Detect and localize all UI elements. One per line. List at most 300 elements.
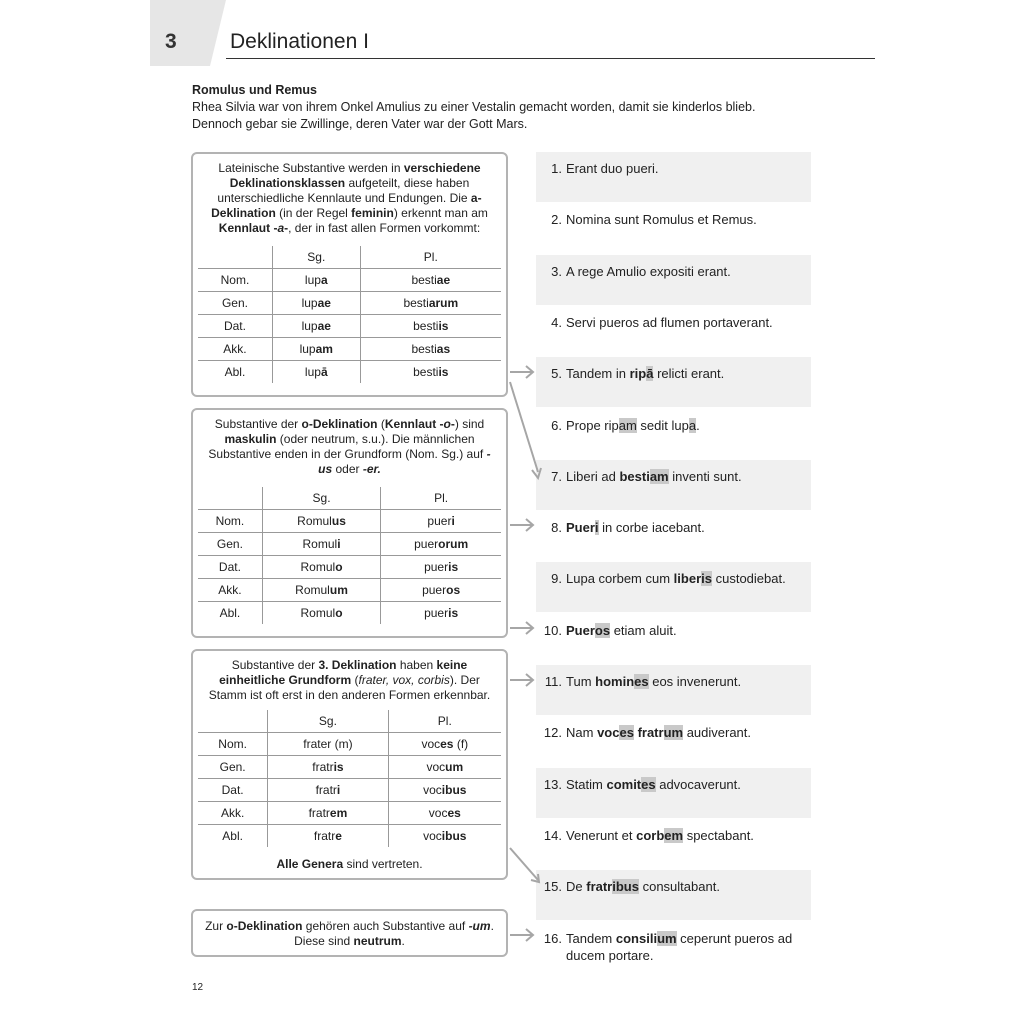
sentence-segment: Nam (566, 725, 598, 741)
cell-segment: puer (424, 560, 449, 574)
column-header: Sg. (272, 246, 360, 269)
sentence-segment: um (657, 930, 677, 946)
sentence-number: 6. (551, 417, 562, 433)
cell-segment: voc (428, 806, 448, 820)
arrow-a-to-5 (510, 366, 533, 378)
table-cell (360, 292, 501, 315)
table-cell (360, 269, 501, 292)
table-cell (360, 361, 501, 384)
table-row (198, 292, 501, 315)
cell-segment: lup (304, 365, 321, 379)
cell-segment: ibus (441, 783, 467, 797)
sentence-item (536, 614, 811, 664)
sentence-number: 3. (551, 263, 562, 279)
text-segment: verschiedene Deklinationsklassen (229, 161, 481, 190)
cell-segment: a (320, 273, 328, 287)
text-segment: , der in fast allen Formen vorkommt: (288, 221, 481, 235)
sentence-item (536, 562, 811, 612)
sentence-number: 14. (543, 827, 562, 843)
cell-segment: besti (413, 319, 439, 333)
sentence-segment: es (634, 674, 649, 689)
cell-segment: Abl. (224, 365, 246, 379)
story-text (192, 99, 832, 133)
cell-segment: o (335, 560, 343, 574)
table-cell (388, 779, 501, 802)
text-segment: o-Deklination (226, 919, 303, 933)
sentence-item (536, 357, 811, 407)
cell-segment: Nom. (220, 273, 250, 287)
text-segment: ) sind (454, 417, 485, 431)
text-segment: keine einheitliche Grundform (219, 658, 468, 687)
a-declension-table (198, 246, 501, 383)
text-segment: 3. Deklination (318, 658, 397, 672)
sentence-segment: os (594, 622, 611, 638)
text-segment: Kennlaut - (218, 221, 278, 235)
table-cell (388, 756, 501, 779)
text-segment: Substantive der (231, 658, 319, 672)
sentence-text (566, 211, 811, 228)
sentence-number: 16. (543, 930, 562, 946)
table-row (198, 338, 501, 361)
cell-segment: Gen. (219, 760, 246, 774)
cell-segment: is (333, 760, 344, 774)
sentence-item (536, 152, 811, 202)
cell-segment: voc (423, 783, 442, 797)
cell-segment: arum (428, 296, 459, 310)
table-cell (198, 269, 272, 292)
table-cell (268, 802, 388, 825)
sentence-number: 4. (551, 314, 562, 330)
text-segment: gehören auch Substantive auf (302, 919, 469, 933)
cell-segment: puer (414, 537, 439, 551)
text-segment: . Diese sind (294, 919, 494, 948)
table-cell (198, 602, 262, 625)
table-cell (268, 779, 388, 802)
text-segment: frater, vox, corbis (358, 673, 450, 687)
chapter-number: 3 (165, 30, 177, 53)
sentence-segment: es (641, 776, 656, 792)
cell-segment: voc (421, 737, 441, 751)
column-header: Sg. (268, 710, 388, 733)
sentence-item (536, 665, 811, 715)
cell-segment: lup (301, 319, 318, 333)
cell-segment: Gen. (216, 537, 243, 551)
sentence-segment: rip (629, 366, 647, 382)
sentence-segment: De (566, 879, 587, 895)
table-cell (268, 825, 388, 848)
text-segment: maskulin (224, 432, 277, 446)
cell-segment: besti (411, 273, 437, 287)
sentence-segment: audiverant. (683, 725, 752, 741)
sentence-segment: Tandem in (566, 366, 630, 382)
table-cell (198, 825, 268, 848)
table-cell (262, 579, 380, 602)
table-cell (381, 579, 501, 602)
table-cell (262, 510, 380, 533)
cell-segment: puer (427, 514, 452, 528)
table-cell (268, 756, 388, 779)
sentence-segment: Puer (566, 520, 595, 536)
chapter-tab (150, 0, 210, 66)
table-row (198, 802, 501, 825)
sentence-text (566, 673, 811, 690)
sentence-segment: etiam aluit. (610, 622, 677, 638)
third-declension-box (191, 649, 508, 880)
column-header: Pl. (360, 246, 501, 269)
table-cell (272, 361, 360, 384)
text-segment: ( (351, 673, 359, 687)
sentence-text (566, 468, 811, 485)
text-segment: (oder neutrum, s.u.). Die männlichen Substantive enden in der Grundform (Nom. Sg.) auf (208, 432, 487, 461)
sentence-segment: ceperunt pueros ad ducem portare. (566, 930, 793, 963)
sentence-segment: comit (606, 776, 642, 792)
sentence-segment: inventi sunt. (668, 468, 742, 484)
o-declension-table (198, 487, 501, 624)
sentence-number: 13. (543, 776, 562, 792)
sentence-item (536, 409, 811, 459)
sentence-number: 11. (544, 674, 562, 689)
sentence-item (536, 819, 811, 869)
header-divider (226, 58, 875, 59)
cell-segment: Romul (300, 560, 336, 574)
sentence-segment: Nomina sunt Romulus et Remus. (566, 212, 757, 228)
table-row (198, 825, 501, 848)
table-row (198, 315, 501, 338)
story-line-1: Rhea Silvia war von ihrem Onkel Amulius zu einer Vestalin gemacht worden, damit sie kinderlos blieb. (192, 100, 756, 114)
sentence-segment: custodiebat. (711, 571, 786, 587)
cell-segment: es (447, 806, 461, 820)
cell-segment: em (329, 806, 348, 820)
cell-segment: frater (m) (303, 737, 353, 751)
text-segment: -um (468, 919, 491, 933)
text-segment: aufgeteilt, diese haben unterschiedliche Kennlaute und Endungen. Die (217, 176, 471, 205)
table-header-row (198, 710, 501, 733)
table-row (198, 510, 501, 533)
cell-segment: fratr (315, 783, 337, 797)
cell-segment: Nom. (218, 737, 247, 751)
table-cell (198, 733, 268, 756)
sentence-segment: consili (615, 930, 658, 946)
table-row (198, 602, 501, 625)
column-header (198, 487, 262, 510)
sentence-text (566, 314, 811, 331)
table-cell (381, 510, 501, 533)
text-segment: - (450, 417, 455, 431)
table-cell (198, 579, 262, 602)
sentence-item (536, 768, 811, 818)
sentence-segment: Tum (566, 674, 596, 689)
sentence-segment: sedit lup (636, 417, 689, 433)
cell-segment: ae (436, 273, 451, 287)
sentence-segment: fratr (586, 879, 613, 895)
text-segment: Kennlaut - (384, 417, 444, 431)
cell-segment: besti (413, 365, 439, 379)
sentence-text (566, 827, 811, 844)
table-cell (272, 338, 360, 361)
cell-segment: orum (438, 537, 469, 551)
cell-segment: Akk. (220, 806, 245, 820)
column-header: Pl. (381, 487, 501, 510)
sentence-text (566, 263, 811, 280)
cell-segment: puer (422, 583, 447, 597)
sentence-segment: . (696, 417, 700, 433)
sentence-segment: ā (646, 366, 654, 382)
cell-segment: i (451, 514, 455, 528)
cell-segment: Romul (302, 537, 338, 551)
cell-segment: (f) (453, 737, 469, 751)
sentence-item (536, 203, 811, 253)
text-segment: ) erkennt man am (393, 206, 488, 220)
sentence-segment: Liberi ad (566, 468, 620, 484)
text-segment: Substantive der (214, 417, 302, 431)
a-declension-box (191, 152, 508, 397)
sentence-segment: eos invenerunt. (648, 674, 742, 689)
sentence-segment: ibus (612, 879, 639, 895)
table-cell (381, 556, 501, 579)
table-cell (360, 315, 501, 338)
sentence-segment: em (664, 827, 684, 843)
sentence-segment: a (688, 417, 697, 433)
cell-segment: voc (426, 760, 446, 774)
table-cell (198, 292, 272, 315)
text-segment: neutrum (353, 934, 402, 948)
table-cell (198, 556, 262, 579)
cell-segment: lup (304, 273, 321, 287)
sentence-text (566, 878, 811, 895)
cell-segment: am (315, 342, 333, 356)
sentence-item (536, 716, 811, 766)
sentence-segment: A rege Amulio expositi erant. (566, 263, 731, 279)
sentence-segment: corb (636, 827, 665, 843)
table-cell (198, 510, 262, 533)
table-row (198, 733, 501, 756)
cell-segment: i (337, 537, 341, 551)
cell-segment: Dat. (218, 560, 241, 574)
sentence-segment: voc (597, 725, 620, 741)
sentence-number: 1. (551, 161, 562, 176)
cell-segment: besti (403, 296, 429, 310)
text-segment: Alle Genera (276, 857, 344, 871)
cell-segment: e (335, 829, 342, 843)
sentence-text (566, 417, 811, 434)
cell-segment: ā (320, 365, 328, 379)
cell-segment: fratr (313, 829, 336, 843)
table-cell (360, 338, 501, 361)
sentence-segment: Servi pueros ad flumen portaverant. (566, 314, 773, 330)
table-cell (198, 315, 272, 338)
cell-segment: fratr (308, 806, 330, 820)
column-header (198, 710, 268, 733)
cell-segment: Romul (300, 606, 336, 620)
cell-segment: ae (317, 296, 331, 310)
sentence-text (566, 930, 811, 964)
sentence-text (566, 724, 811, 741)
sentence-item (536, 255, 811, 305)
sentence-segment: fratr (637, 725, 664, 741)
table-row (198, 269, 501, 292)
text-segment: Zur (205, 919, 227, 933)
o-declension-box (191, 408, 508, 638)
arrow-o-to-10 (510, 622, 533, 634)
table-cell (388, 802, 501, 825)
table-header-row (198, 487, 501, 510)
cell-segment: is (448, 606, 459, 620)
cell-segment: is (438, 365, 449, 379)
sentence-item (536, 870, 811, 920)
cell-segment: Romul (295, 583, 330, 597)
sentence-number: 7. (551, 468, 562, 484)
table-cell (198, 533, 262, 556)
o-declension-intro (193, 410, 506, 487)
sentence-segment: i (594, 520, 599, 536)
sentence-segment: Tandem (566, 930, 616, 946)
table-row (198, 756, 501, 779)
sentence-segment: liber (673, 571, 702, 587)
sentence-item (536, 460, 811, 510)
table-cell (198, 361, 272, 384)
cell-segment: puer (424, 606, 449, 620)
arrow-3-to-15 (510, 848, 539, 882)
text-segment: . (401, 934, 405, 948)
table-header-row (198, 246, 501, 269)
sentence-number: 15. (543, 879, 562, 895)
text-segment: oder (332, 462, 363, 476)
sentence-text (566, 776, 811, 793)
neutrum-box (191, 909, 508, 957)
sentence-segment: es (619, 725, 634, 741)
table-cell (268, 733, 388, 756)
third-declension-footer (193, 857, 506, 871)
sentence-segment: is (701, 571, 712, 587)
story-heading: Romulus und Remus (192, 83, 318, 97)
cell-segment: lup (299, 342, 316, 356)
sentence-number: 2. (551, 212, 562, 228)
cell-segment: Nom. (215, 514, 245, 528)
sentence-number: 5. (551, 366, 562, 382)
table-row (198, 361, 501, 384)
text-segment: -us (318, 447, 491, 476)
story-line-2: Dennoch gebar sie Zwillinge, deren Vater war der Gott Mars. (192, 117, 528, 131)
table-cell (272, 292, 360, 315)
page-number: 12 (192, 982, 204, 993)
cell-segment: Abl. (222, 829, 243, 843)
sentence-segment: am (618, 417, 637, 433)
sentence-segment: Prope rip (566, 417, 619, 433)
sentence-item (536, 306, 811, 356)
sentence-segment: um (663, 725, 684, 741)
table-cell (381, 602, 501, 625)
table-cell (198, 779, 268, 802)
column-header: Pl. (388, 710, 501, 733)
text-segment: ( (377, 417, 385, 431)
cell-segment: is (448, 560, 459, 574)
sentence-segment: Lupa corbem cum (566, 571, 674, 587)
sentence-segment: Statim (566, 776, 607, 792)
table-cell (262, 533, 380, 556)
cell-segment: is (438, 319, 449, 333)
cell-segment: voc (423, 829, 442, 843)
cell-segment: o (335, 606, 343, 620)
column-header: Sg. (262, 487, 380, 510)
cell-segment: um (329, 583, 348, 597)
cell-segment: besti (411, 342, 437, 356)
cell-segment: Gen. (221, 296, 248, 310)
cell-segment: lup (301, 296, 318, 310)
table-row (198, 579, 501, 602)
sentence-segment: consultabant. (638, 879, 720, 895)
text-segment: - (284, 221, 289, 235)
sentence-segment: advocaverunt. (655, 776, 741, 792)
third-declension-table (198, 710, 501, 847)
table-cell (388, 733, 501, 756)
sentence-segment: Puer (566, 622, 595, 638)
text-segment: o (443, 417, 451, 431)
cell-segment: Abl. (219, 606, 241, 620)
a-declension-intro (193, 154, 506, 246)
sentence-segment: relicti erant. (653, 366, 725, 382)
text-segment: a-Deklination (211, 191, 482, 220)
table-row (198, 779, 501, 802)
cell-segment: i (336, 783, 341, 797)
table-cell (198, 802, 268, 825)
arrow-neutrum-to-16 (510, 929, 533, 941)
sentence-segment: am (649, 468, 669, 484)
sentence-number: 10. (543, 622, 562, 638)
sentence-segment: besti (619, 468, 650, 484)
cell-segment: Akk. (218, 583, 242, 597)
sentence-segment: Venerunt et (566, 827, 637, 843)
sentence-number: 12. (543, 725, 562, 741)
sentence-number: 9. (551, 571, 562, 587)
sentence-text (566, 622, 811, 639)
sentence-text (566, 365, 811, 382)
table-cell (262, 602, 380, 625)
table-row (198, 556, 501, 579)
text-segment: o-Deklination (301, 417, 378, 431)
cell-segment: us (331, 514, 346, 528)
sentence-text (566, 519, 811, 536)
neutrum-intro (193, 911, 506, 949)
table-cell (272, 269, 360, 292)
cell-segment: fratr (312, 760, 334, 774)
text-segment: (in der Regel (275, 206, 352, 220)
sentence-item (536, 511, 811, 561)
table-cell (198, 756, 268, 779)
table-cell (198, 338, 272, 361)
sentence-text (566, 570, 811, 587)
text-segment: a (277, 221, 285, 235)
cell-segment: es (440, 737, 454, 751)
cell-segment: ae (317, 319, 331, 333)
text-segment: ). Der Stamm ist oft erst in den anderen Formen erkennbar. (208, 673, 491, 702)
arrow-o-to-8 (510, 519, 533, 531)
cell-segment: os (446, 583, 461, 597)
third-declension-intro (193, 651, 506, 710)
table-row (198, 533, 501, 556)
sentence-segment: in corbe iacebant. (598, 520, 705, 536)
text-segment: -er. (362, 462, 381, 476)
cell-segment: Akk. (223, 342, 247, 356)
sentence-segment: Erant duo pueri. (566, 161, 659, 176)
sentence-segment: homin (595, 674, 635, 689)
text-segment: feminin (351, 206, 394, 220)
arrow-3-to-11 (510, 674, 533, 686)
cell-segment: as (436, 342, 451, 356)
text-segment: haben (396, 658, 437, 672)
cell-segment: Romul (297, 514, 332, 528)
text-segment: sind vertreten. (343, 857, 423, 871)
cell-segment: ibus (441, 829, 467, 843)
